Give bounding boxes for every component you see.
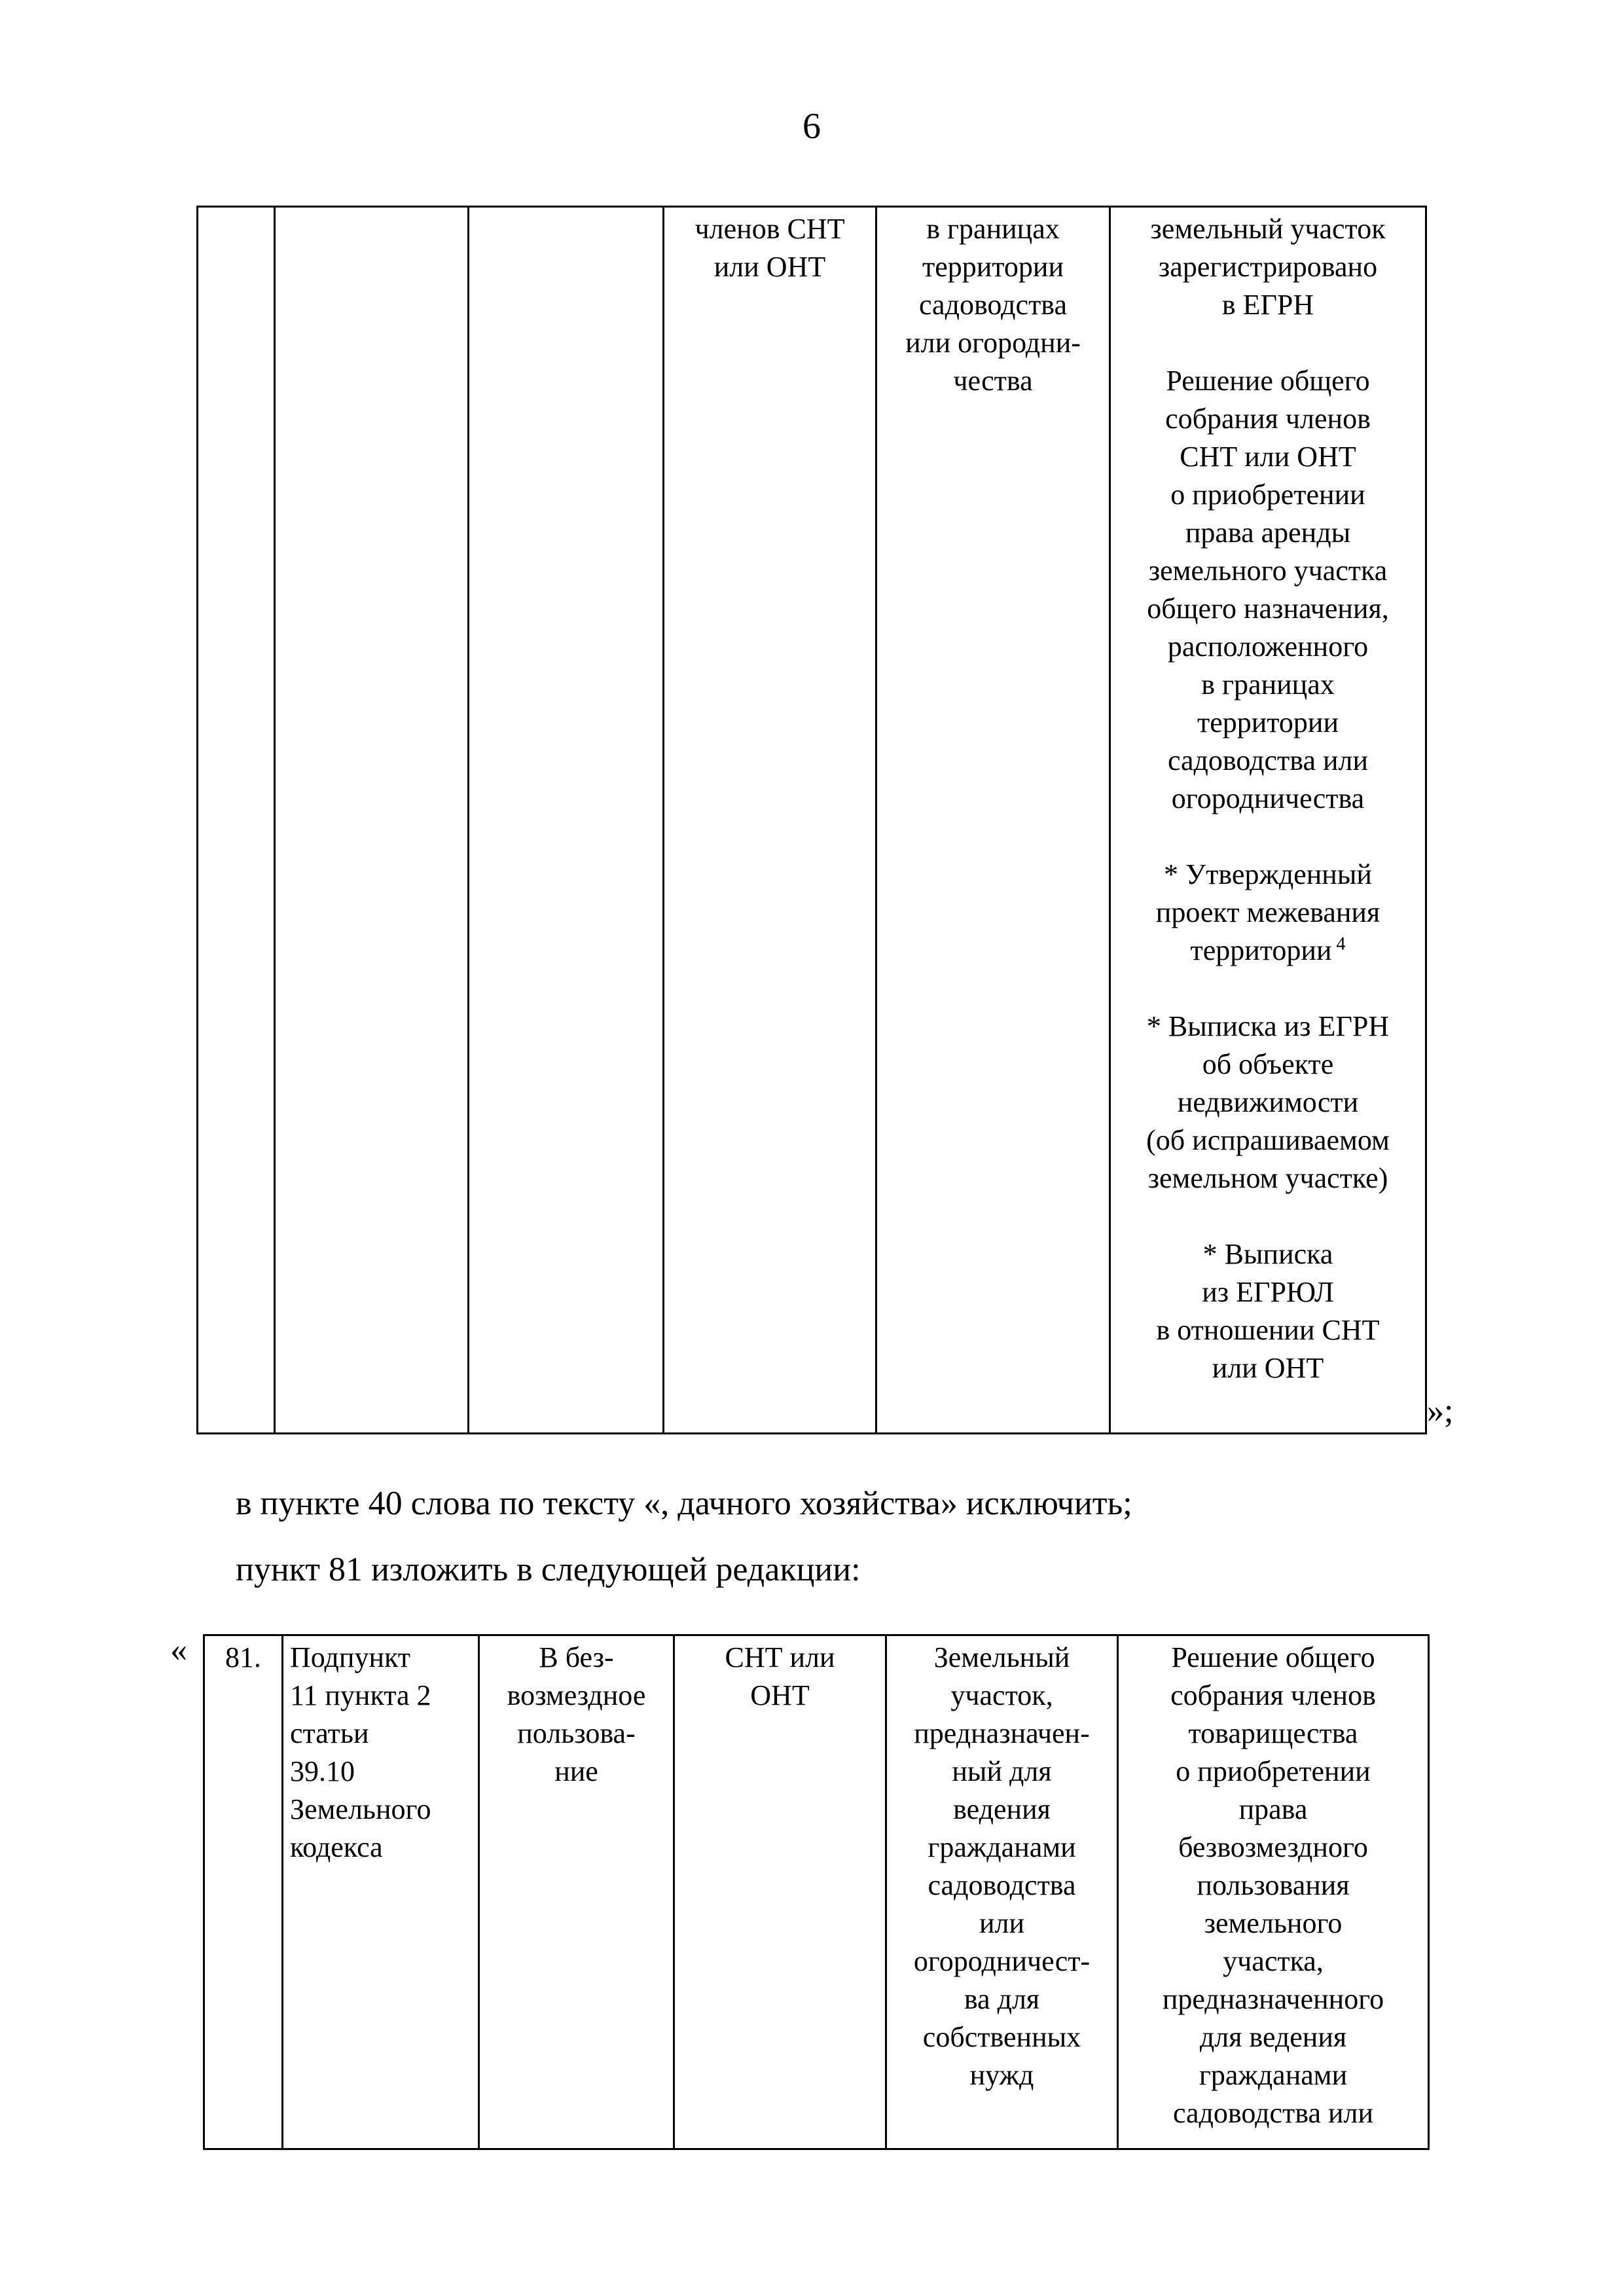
cell-line: Земельного xyxy=(290,1793,431,1825)
cell-line: садоводства xyxy=(928,1869,1076,1901)
table-cell xyxy=(1110,207,1426,1434)
cell-line: проект межевания xyxy=(1155,896,1380,928)
cell-line: огородничества xyxy=(1171,782,1365,814)
cell-line: пользования xyxy=(1197,1869,1350,1901)
cell-line: зарегистрировано xyxy=(1158,251,1378,283)
cell-line: Решение общего xyxy=(1166,365,1370,397)
cell-line: собрания членов xyxy=(1165,403,1371,435)
paragraph-item-40: в пункте 40 слова по тексту «, дачного хозяйства» исключить; xyxy=(236,1485,1132,1522)
cell-line: участок, xyxy=(950,1679,1053,1711)
cell-line: общего назначения, xyxy=(1147,592,1389,625)
cell-line: чества xyxy=(953,365,1033,397)
cell-line: нужд xyxy=(969,2059,1034,2091)
table-cell xyxy=(664,207,876,1434)
table-cell xyxy=(283,1635,479,2149)
cell-line: 81. xyxy=(225,1641,261,1673)
table-cell xyxy=(469,207,664,1434)
cell-line: 39.10 xyxy=(290,1755,355,1787)
table-cell xyxy=(204,1635,283,2149)
cell-line: статьи xyxy=(290,1717,369,1749)
table-cell xyxy=(275,207,469,1434)
cell-line: собственных xyxy=(922,2021,1081,2053)
cell-line: садоводства или xyxy=(1167,744,1369,776)
cell-line: ОНТ xyxy=(750,1679,810,1711)
paragraph-item-81: пункт 81 изложить в следующей редакции: xyxy=(236,1551,861,1588)
cell-line: 11 пункта 2 xyxy=(290,1679,431,1711)
cell-line: возмездное xyxy=(507,1679,646,1711)
cell-line: земельном участке) xyxy=(1147,1162,1388,1194)
cell-line: территории xyxy=(922,251,1064,283)
cell-line: о приобретении xyxy=(1176,1755,1371,1787)
table-bottom xyxy=(203,1634,1430,2150)
cell-line: Земельный xyxy=(933,1641,1070,1673)
cell-line: территории xyxy=(1197,706,1339,738)
cell-line: земельного участка xyxy=(1148,555,1388,587)
cell-line: в границах xyxy=(1201,668,1335,701)
table-cell xyxy=(479,1635,674,2149)
cell-line: или огородни- xyxy=(905,327,1081,359)
cell-line: (об испрашиваемом xyxy=(1146,1124,1390,1156)
cell-line: недвижимости xyxy=(1177,1086,1359,1118)
cell-line: собрания членов xyxy=(1170,1679,1376,1711)
cell-line: товарищества xyxy=(1188,1717,1358,1749)
table-row xyxy=(204,1635,1429,2149)
cell-line: гражданами xyxy=(1199,2059,1348,2091)
page-number: 6 xyxy=(803,106,821,147)
table-cell xyxy=(876,207,1110,1434)
cell-line: территории $^4$ xyxy=(1190,934,1346,966)
table-cell xyxy=(674,1635,886,2149)
cell-line: ный для xyxy=(952,1755,1052,1787)
table-row xyxy=(198,207,1426,1434)
cell-line: ведения xyxy=(953,1793,1051,1825)
cell-line: Решение общего xyxy=(1171,1641,1375,1673)
cell-line: СНТ или xyxy=(725,1641,835,1673)
cell-line: предназначен- xyxy=(914,1717,1090,1749)
cell-line: земельный участок xyxy=(1150,213,1386,245)
cell-line: ва для xyxy=(964,1983,1040,2015)
cell-line: СНТ или ОНТ xyxy=(1180,441,1356,473)
cell-line: или ОНТ xyxy=(713,251,826,283)
cell-line: ние xyxy=(554,1755,598,1787)
cell-line: предназначенного xyxy=(1162,1983,1384,2015)
table-cell xyxy=(886,1635,1118,2149)
cell-line: или xyxy=(979,1907,1025,1939)
table-top xyxy=(196,206,1427,1434)
cell-line: кодекса xyxy=(290,1831,383,1863)
cell-line: земельного xyxy=(1204,1907,1343,1939)
footnote-mark: 4 xyxy=(1331,934,1346,955)
cell-line: права аренды xyxy=(1185,517,1351,549)
cell-line: гражданами xyxy=(928,1831,1076,1863)
cell-line: пользова- xyxy=(517,1717,636,1749)
cell-line: об объекте xyxy=(1202,1048,1334,1080)
cell-line: * Выписка из ЕГРН xyxy=(1146,1010,1390,1042)
cell-line: в границах xyxy=(926,213,1060,245)
cell-line: * Выписка xyxy=(1202,1238,1333,1270)
cell-line: о приобретении xyxy=(1170,479,1365,511)
cell-line: в ЕГРН xyxy=(1221,289,1314,321)
table-cell xyxy=(198,207,275,1434)
cell-line: членов СНТ xyxy=(695,213,845,245)
cell-line: В без- xyxy=(539,1641,614,1673)
cell-line: для ведения xyxy=(1199,2021,1347,2053)
cell-line: безвозмездного xyxy=(1178,1831,1368,1863)
table-cell xyxy=(1118,1635,1429,2149)
cell-line: * Утвержденный xyxy=(1164,858,1372,890)
cell-line: Подпункт xyxy=(290,1641,411,1673)
cell-line: участка, xyxy=(1223,1945,1324,1977)
cell-line: огородничест- xyxy=(913,1945,1091,1977)
cell-line: в отношении СНТ xyxy=(1156,1314,1380,1346)
cell-line: или ОНТ xyxy=(1212,1352,1324,1384)
cell-line: права xyxy=(1238,1793,1308,1825)
cell-line: садоводства xyxy=(918,289,1068,321)
cell-line: из ЕГРЮЛ xyxy=(1202,1276,1334,1308)
cell-line: расположенного xyxy=(1167,630,1369,663)
cell-line: садоводства или xyxy=(1172,2097,1374,2129)
opening-quote: « xyxy=(170,1631,187,1669)
closing-quote: »; xyxy=(1427,1393,1454,1430)
